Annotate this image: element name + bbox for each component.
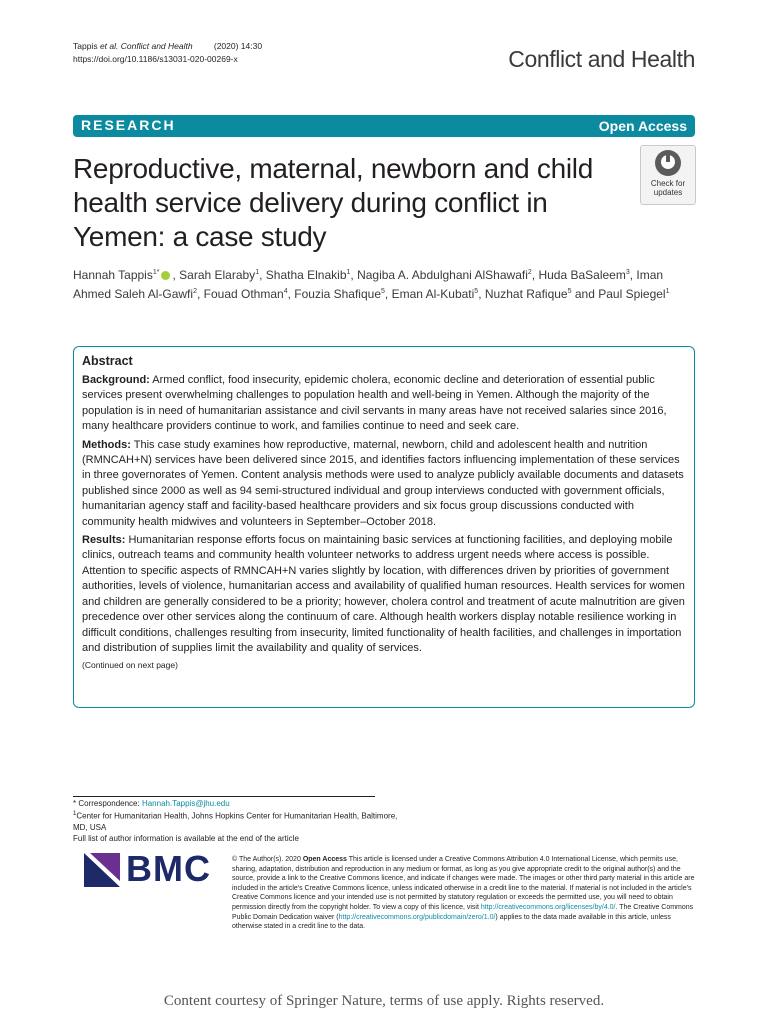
author-name: Huda BaSaleem — [538, 268, 626, 282]
background-label: Background: — [82, 374, 150, 386]
check-for-updates-button[interactable] — [640, 145, 696, 205]
journal-name: Conflict and Health — [508, 46, 695, 72]
continued-note: (Continued on next page) — [82, 660, 178, 671]
bmc-logo-icon — [84, 853, 120, 887]
author-name: Paul Spiegel — [598, 287, 666, 301]
methods-label: Methods: — [82, 438, 131, 451]
citation-header — [73, 40, 262, 66]
article-type-bar — [73, 115, 695, 137]
cite-authors: Tappis — [73, 41, 98, 51]
license-link[interactable]: http://creativecommons.org/licenses/by/4.0/ — [480, 903, 616, 911]
crossmark-icon — [655, 150, 681, 176]
author-name: Iman Ahmed Saleh Al-Gawfi — [73, 268, 664, 301]
results-label: Results: — [82, 534, 126, 547]
author-name: Fouad Othman — [203, 287, 284, 301]
cite-journal: Conflict and Health — [120, 41, 193, 51]
abstract-heading: Abstract — [82, 354, 133, 368]
author-list: Hannah Tappis$^{1*}$ , Sarah Elaraby$^1$, Shatha Elnakib$^1$, Nagiba A. Abdulghani AlShawafi$^2$, Huda BaSaleem$^3$, Iman Ahmed Saleh Al-Gawfi$^2$, Fouad Othman$^4$, Fouzia Shafique$^5$, Eman Al-Kubati$^5$, Nuzhat Rafique$^5$ and Paul Spiegel$^1$ — [73, 268, 670, 301]
author-name: Nuzhat Rafique — [484, 287, 568, 301]
methods-text: This case study examines how reproductive, maternal, newborn, child and adolescent health and nutrition (RMNCAH+N) services have been delivered since 2015, and identifies factors influencing implementation of these services in three governorates of Yemen. Content analysis methods were used to analyze publicly available documents and datasets published since 2000 as well as 94 semi-structured individual and group interviews conducted with government officials, humanitarian agency staff and facility-based healthcare providers and six focus group discussions conducted with community health midwives and volunteers in September–October 2018. — [82, 438, 684, 528]
doi-link[interactable]: https://doi.org/10.1186/s13031-020-00269-x — [73, 54, 238, 64]
article-title: Reproductive, maternal, newborn and child health service delivery during conflict in Yemen: a case study — [73, 153, 594, 252]
author-name: Sarah Elaraby — [179, 268, 256, 282]
abstract-methods — [82, 438, 688, 530]
article-type-label: RESEARCH — [81, 117, 176, 133]
crossmark-label: Check for updates — [650, 179, 686, 197]
cite-year-issue: (2020) 14:30 — [213, 41, 263, 51]
abstract-results — [82, 533, 688, 656]
author-name: Eman Al-Kubati — [391, 287, 475, 301]
correspondence: * Correspondence: Hannah.Tappis@jhu.edu — [73, 799, 230, 808]
footnotes — [73, 798, 403, 844]
courtesy-footer: Content courtesy of Springer Nature, terms of use apply. Rights reserved. — [163, 993, 605, 1009]
abstract-background — [82, 373, 688, 435]
abstract-box — [73, 346, 695, 708]
background-text: Armed conflict, food insecurity, epidemic cholera, economic decline and deterioration of essential public services present overwhelming challenges to population health and well-being in Yemen. Although the majority of the population is in need of humanitarian assistance and civil servants in many areas have not received salaries since 2016, many healthcare providers continue to work, and families continue to need and seek care. — [82, 374, 667, 433]
author-info-note: Full list of author information is available at the end of the article — [73, 833, 299, 843]
author-name: Nagiba A. Abdulghani AlShawafi — [357, 268, 528, 282]
author-name: Hannah Tappis — [73, 268, 153, 282]
authors-and: and — [574, 287, 595, 301]
results-text: Humanitarian response efforts focus on maintaining basic services at functioning facilities, and deploying mobile clinics, outreach teams and community health volunteer networks to address urgent needs where access is possible. Attention to specific aspects of RMNCAH+N varies slightly by location, with differences driven by priorities of government authorities, levels of violence, humanitarian access and availability of qualified human resources. Health services for women and children are generally considered to be a priority; however, cholera control and treatment of acute malnutrition are given precedence over other services along the continuum of care. Although health workers display notable resilience working in difficult conditions, challenges resulting from insecurity, limited functionality of health facilities, and challenges in importation and distribution of supplies limit the availability and quality of services. — [82, 534, 685, 654]
open-access-label: Open Access — [598, 118, 687, 134]
correspondence-email-link[interactable]: Hannah.Tappis@jhu.edu — [141, 799, 230, 808]
footnote-divider — [73, 796, 375, 797]
cite-etal: et al. — [99, 41, 119, 51]
public-domain-link[interactable]: http://creativecommons.org/publicdomain/zero/1.0/ — [338, 913, 496, 921]
author-name: Fouzia Shafique — [294, 287, 381, 301]
author-name: Shatha Elnakib — [265, 268, 347, 282]
orcid-icon[interactable] — [161, 271, 170, 280]
license-text: © The Author(s). 2020 Open Access This article is licensed under a Creative Commons Attribution 4.0 International License, which permits use, sharing, adaptation, distribution and reproduction in any medium or format, as long as you give appropriate credit to the original author(s) and the source, provide a link to the Creative Commons licence, and indicate if changes were made. The images or other third party material in this article are included in the article's Creative Commons licence, unless indicated otherwise in a credit line to the material. If material is not included in the article's Creative Commons licence and your intended use is not permitted by statutory regulation or exceeds the permitted use, you will need to obtain permission directly from the copyright holder. To view a copy of this licence, visit http://creativecommons.org/licenses/by/4.0/. The Creative Commons Public Domain Dedication waiver (http://creativecommons.org/publicdomain/zero/1.0/) applies to the data made available in this article, unless otherwise stated in a credit line to the data. — [232, 856, 695, 931]
bmc-logo-text: BMC — [126, 848, 211, 889]
citation-line — [73, 40, 262, 53]
affiliation: $^1$Center for Humanitarian Health, Johns Hopkins Center for Humanitarian Health, Baltimore, MD, USA — [73, 811, 398, 832]
